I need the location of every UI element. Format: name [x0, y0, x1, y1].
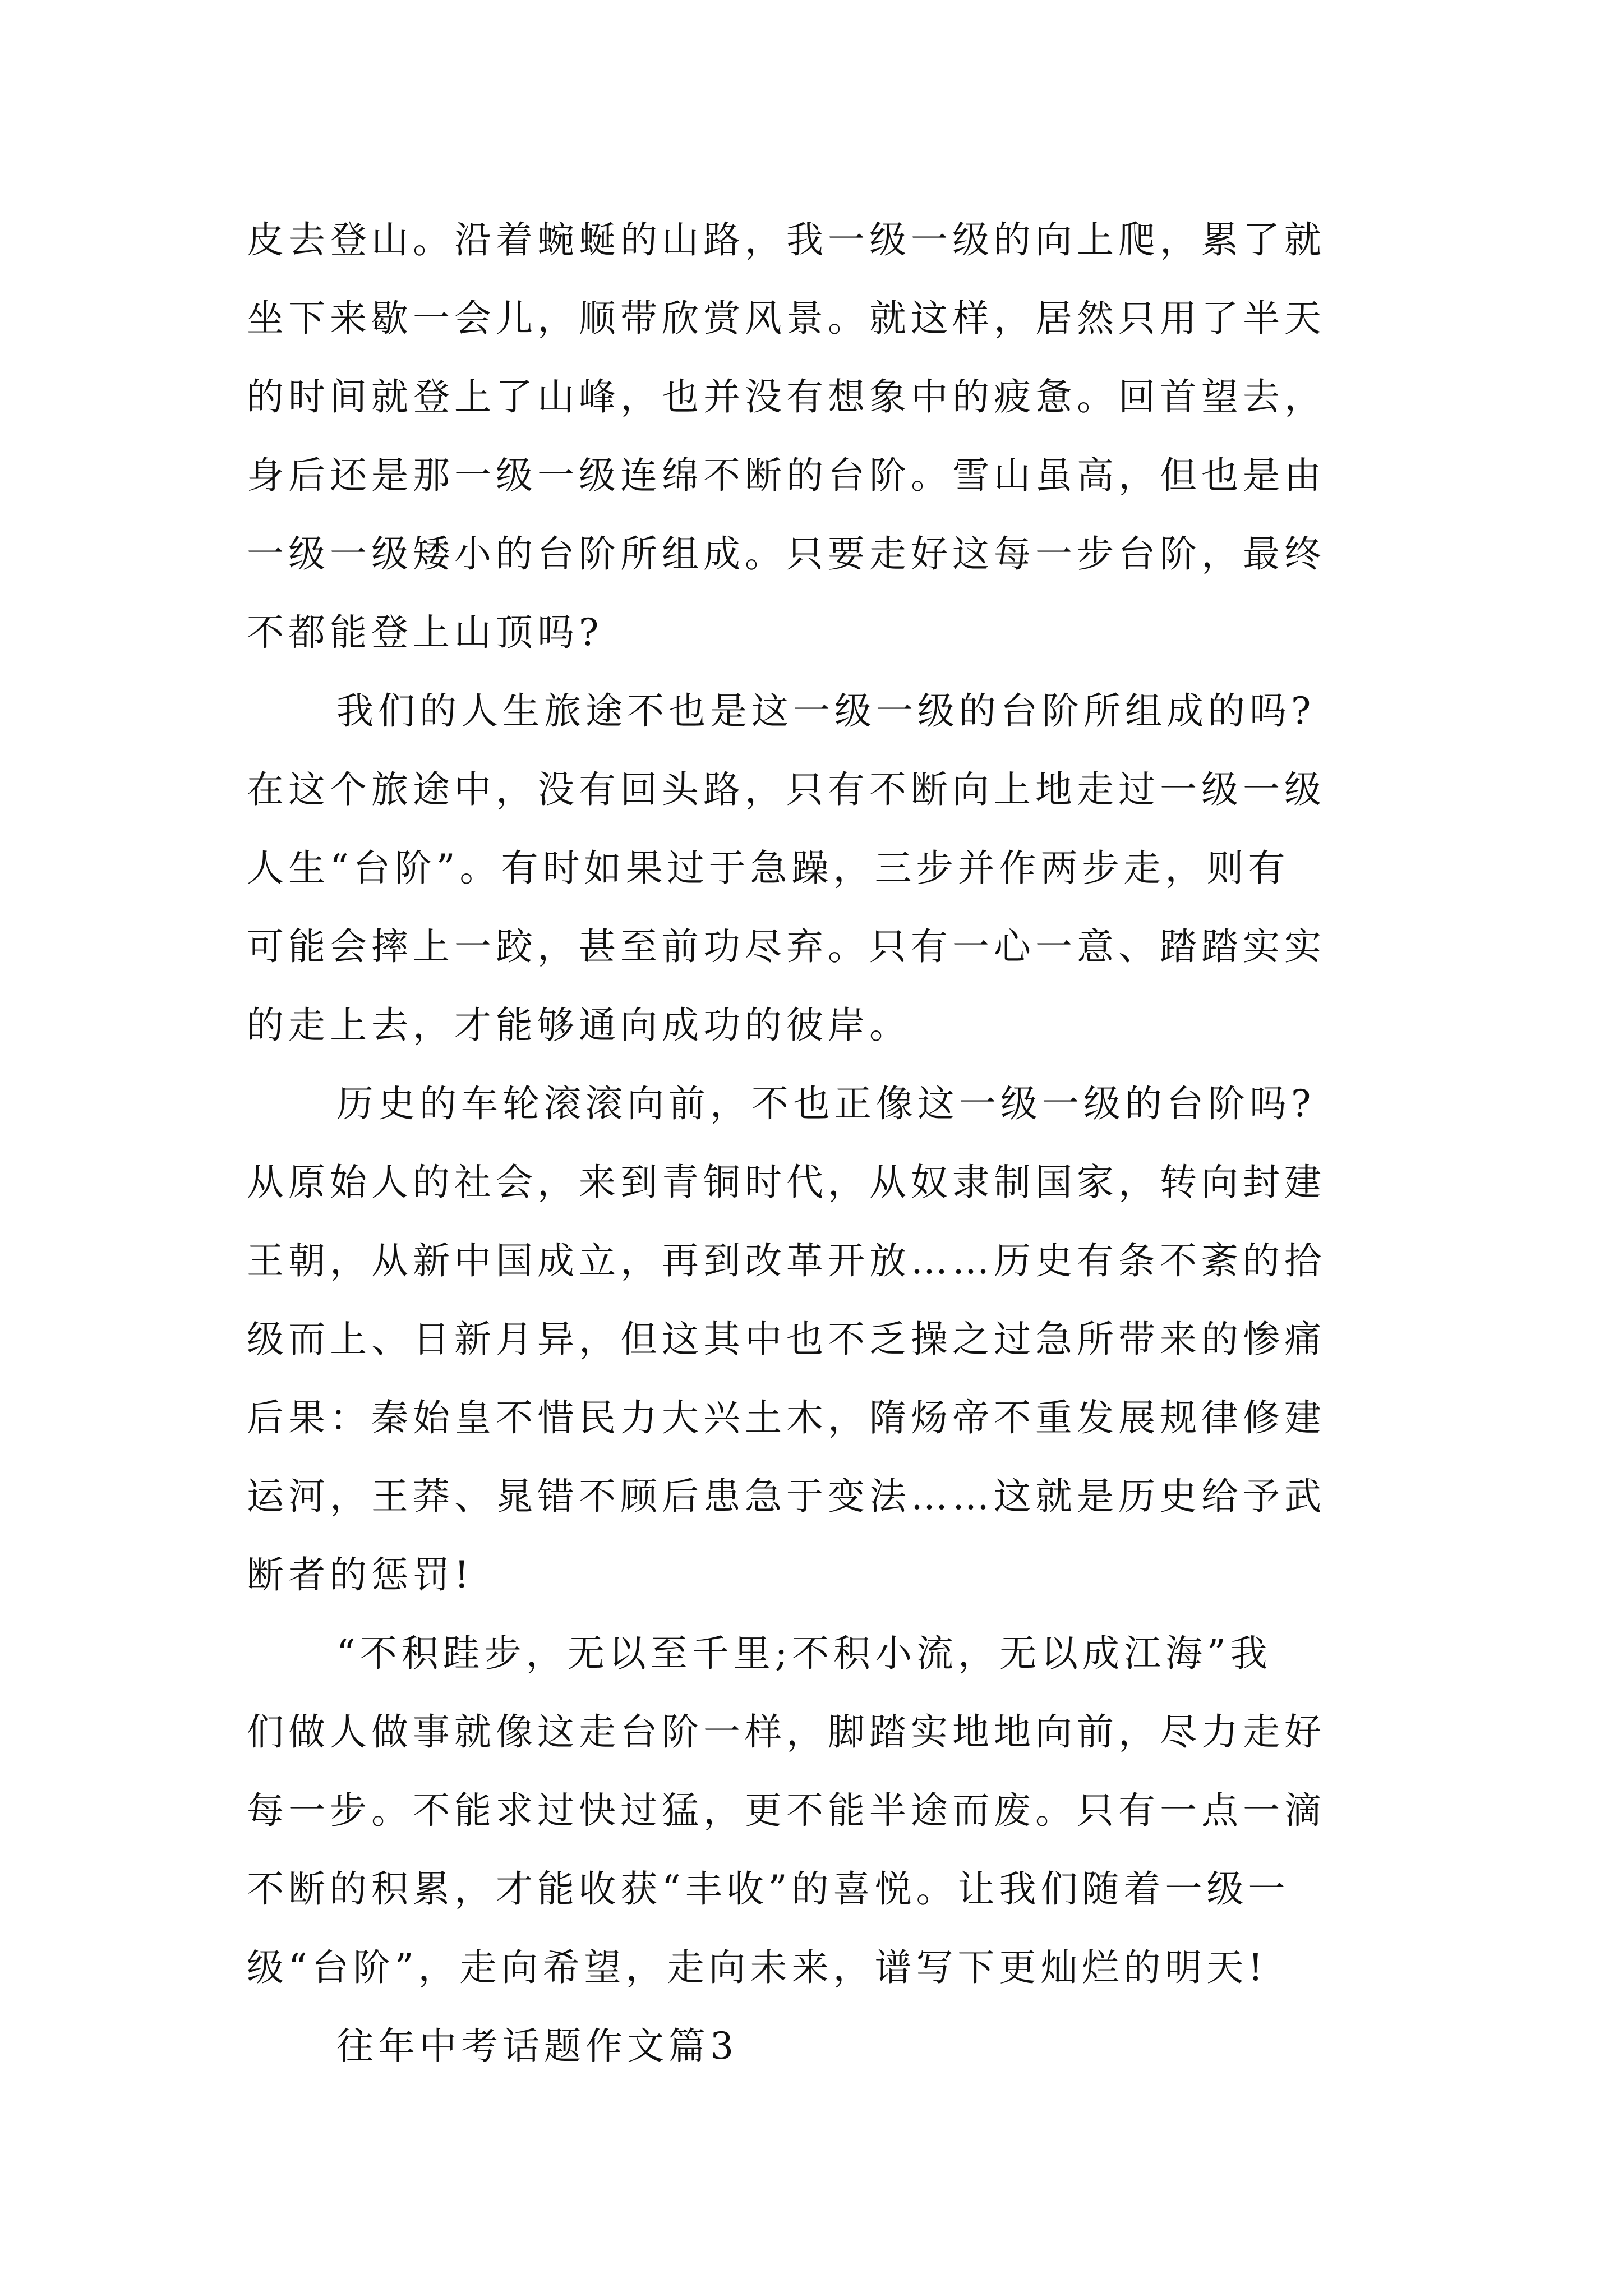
section-heading: 往年中考话题作文篇3 — [336, 2024, 738, 2068]
paragraph-line: 坐下来歇一会儿，顺带欣赏风景。就这样，居然只用了半天 — [247, 297, 1326, 340]
paragraph-line: 历史的车轮滚滚向前，不也正像这一级一级的台阶吗? — [336, 1082, 1316, 1125]
paragraph-2 — [247, 672, 1391, 1065]
paragraph-line: 我们的人生旅途不也是这一级一级的台阶所组成的吗? — [336, 689, 1316, 733]
paragraph-line: 可能会摔上一跤，甚至前功尽弃。只有一心一意、踏踏实实 — [247, 925, 1326, 968]
paragraph-line: 从原始人的社会，来到青铜时代，从奴隶制国家，转向封建 — [247, 1161, 1326, 1204]
paragraph-line: 的时间就登上了山峰，也并没有想象中的疲惫。回首望去， — [247, 375, 1326, 418]
paragraph-4 — [247, 1614, 1391, 2007]
paragraph-3 — [247, 1065, 1391, 1614]
paragraph-line: 皮去登山。沿着蜿蜒的山路，我一级一级的向上爬，累了就 — [247, 218, 1326, 261]
paragraph-line: 不都能登上山顶吗? — [247, 611, 603, 654]
paragraph-line: 级“台阶”，走向希望，走向未来，谱写下更灿烂的明天! — [247, 1946, 1268, 1989]
paragraph-line: 人生“台阶”。有时如果过于急躁，三步并作两步走，则有 — [247, 846, 1290, 890]
paragraph-line: 的走上去，才能够通向成功的彼岸。 — [247, 1004, 911, 1047]
paragraph-line: 每一步。不能求过快过猛，更不能半途而废。只有一点一滴 — [247, 1789, 1326, 1832]
paragraph-line: 后果：秦始皇不惜民力大兴土木，隋炀帝不重发展规律修建 — [247, 1396, 1326, 1439]
paragraph-line: 身后还是那一级一级连绵不断的台阶。雪山虽高，但也是由 — [247, 454, 1326, 497]
paragraph-line: 不断的积累，才能收获“丰收”的喜悦。让我们随着一级一 — [247, 1867, 1290, 1911]
paragraph-line: 在这个旅途中，没有回头路，只有不断向上地走过一级一级 — [247, 768, 1326, 811]
paragraph-line: 们做人做事就像这走台阶一样，脚踏实地地向前，尽力走好 — [247, 1710, 1326, 1754]
paragraph-line: 级而上、日新月异，但这其中也不乏操之过急所带来的惨痛 — [247, 1318, 1326, 1361]
paragraph-line: 王朝，从新中国成立，再到改革开放……历史有条不紊的拾 — [247, 1239, 1326, 1282]
paragraph-line: 一级一级矮小的台阶所组成。只要走好这每一步台阶，最终 — [247, 532, 1326, 576]
paragraph-1 — [247, 201, 1391, 672]
paragraph-line: 断者的惩罚! — [247, 1553, 474, 1596]
paragraph-line: “不积跬步，无以至千里;不积小流，无以成江海”我 — [336, 1632, 1272, 1675]
paragraph-line: 运河，王莽、晁错不顾后患急于变法……这就是历史给予武 — [247, 1475, 1326, 1518]
document-body — [247, 201, 1391, 2086]
